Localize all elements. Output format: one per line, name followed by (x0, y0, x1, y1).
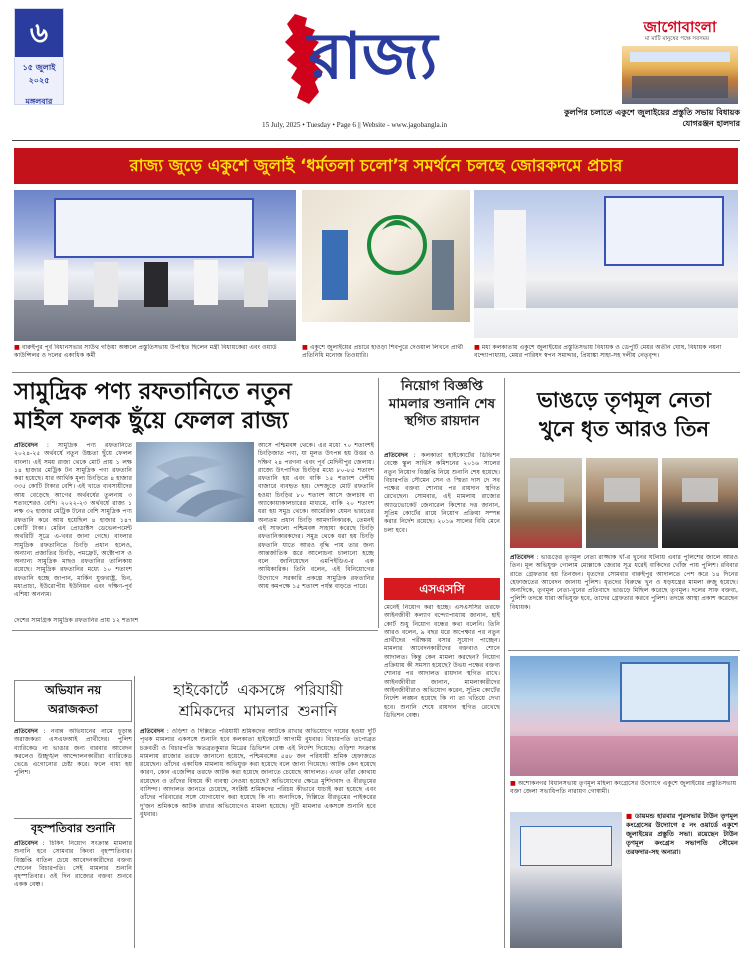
brihaspati-byline: প্রতিবেদন (14, 840, 38, 847)
masthead-divider (12, 140, 740, 141)
caption-central-kolkata (474, 344, 738, 370)
ovijan-body-text: নবান্ন অভিযানের নামে চূড়ান্ত অরাজকতা এসএফআই প্রার্থীদের। পুলিশ ব্যারিকেড না ভাঙার জন্য বারবার আবেদন করলেও উচ্ছৃঙ্খল আন্দোলনকারীরা ব্যারিকেড ভেঙে এগোনোর চেষ্টা করে। ফলে বাধ্য হয় পুলিশ। (14, 728, 132, 777)
caption-bullet-icon: ■ (474, 344, 482, 351)
niyog-body-text: কলকাতা হাইকোর্টের ডিভিশন বেঞ্চে স্কুল সার্ভিস কমিশনের ২০১৬ সালের নতুন নিয়োগ বিজ্ঞপ্তি নিয়ে শুনানি শেষ হয়েছে। বিচারপতি সৌমেন সেন ও স্মিতা দাস দে সব পক্ষের বক্তব্য শোনার পর রায়দান স্থগিত রেখেছেন। সোমবার, এই মামলায় রাজ্যের অ্যাডভোকেট জেনারেল কিশোর দত্ত জানান, সুপ্রিম কোর্টের রায়ে নিয়োগ প্রক্রিয়া সম্পন্ন করার নির্দেশ রয়েছে। ২০১৬ সালের বিধি মেনে চলা হবে। (384, 452, 500, 534)
face-blur (682, 478, 718, 502)
photo-central-kolkata-meeting (474, 190, 738, 338)
highcourt-headline-line1: হাইকোর্টে একসঙ্গে পরিযায়ী (173, 681, 343, 699)
bhangar-body-text: ভাঙড়ের তৃণমূল নেতা রাজ্জাক খাঁ-র খুনের ঘটনায় এবার পুলিশের জালে আরও তিন। মূল অভিযুক্ত গোলাম মোল্লাকে জেরার সূত্র ধরেই বাকিদের খোঁজ পায় পুলিশ। রবিবার রাতে গ্রেফতার হয় তিনজন। ধৃতদের সোমবার বারুইপুর আদালতে পেশ করে ১৪ দিনের হেফাজতের আবেদন জানায় পুলিশ। ধৃতদের বিরুদ্ধে খুন ও ষড়যন্ত্রের মামলা রুজু হয়েছে। অন্যদিকে, তৃণমূল নেতা-খুনের প্রতিবাদে ভাঙড়ে মিছিল করেছে তৃণমূল। দলের সাফ বক্তব্য, পুলিশি তদন্তে যারা অভিযুক্ত হবে, তাদের গ্রেফতার করবে পুলিশ। তদন্তে আস্থা প্রকাশ করেছেন বিধায়ক। (510, 554, 738, 611)
photo-row-divider (12, 372, 740, 373)
page-number-box (14, 8, 64, 105)
photo-kulpi-meeting (622, 46, 738, 104)
niyog-byline: প্রতিবেদন (384, 452, 408, 459)
caption-wall-writing-text: একুশে জুলাইয়ের প্রচারে হাওড়া শিবপুরে দেওয়াল লিখনে প্রার্থী প্রতিনিধি মনোজ তিওয়ারি। (302, 344, 464, 359)
seafood-column-1: প্রতিবেদন : সামুদ্রিক পণ্য রফতানিতে ২০২৪-২৫ অর্থবর্ষে নতুন উচ্চতা ছুঁয়ে ফেলল বাংলা। এই সময় রাজ্য থেকে মোট প্রায় ১ লক্ষ ১৪ হাজার মেট্রিক টন সামুদ্রিক পণ্য রফতানি করা হয়েছে। যার আর্থিক মূল্য চিংড়িতে ৪ হাজার ৩৩৫ কোটি টাকার বেশি। এই খাতে ব্যবসায়ীদের আয় বেড়েছে আগের অর্থবর্ষের তুলনায় ৩ শতাংশেরও বেশি। ২০২২-২৩ অর্থবর্ষে রাজ্য ১ লক্ষ ৩২ হাজার মেট্রিক টনের বেশি সামুদ্রিক পণ্য রফতানি করে আয় হয়েছিল ৪ হাজার ১৪৭ কোটি টাকা। মেরিন প্রোডাক্টস ডেভেলপমেন্ট অথরিটি সূত্রে এ-খবর জানা গেছে। বাংলার সামুদ্রিক রফতানিতে চিংড়ি প্রধান হলেও, অন্যান্য প্রজাতির চিংড়ি, পমফ্রেট, অক্টোপাস ও অন্যান্য সামুদ্রিক মাছও রফতানির তালিকায় রয়েছে। সামুদ্রিক রফতানির মধ্যে ১০ শতাংশ রফতানি হচ্ছে জাপান, মার্কিন যুক্তরাষ্ট্র, চিন, মধ্যপ্রাচ্য, ইউরোপীয় ইউনিয়ন এবং দক্ষিণ-পূর্ব এশিয়া অনন্যম। (14, 442, 132, 599)
highcourt-body: প্রতিবেদন : ওড়িশা ও দিল্লিতে পরিযায়ী শ্রমিকদের আটকে রাখার অভিযোগে দায়ের হওয়া দুটি পৃথক মামলার একসঙ্গে শুনানি হবে কলকাতা হাইকোর্টে আগামী বুধবার। বিচারপতি তপোব্রত চক্রবর্তী ও বিচারপতি ঋতব্রতকুমার মিত্রের ডিভিশন বেঞ্চ এই নির্দেশ দিয়েছে। ওড়িশা সংক্রান্ত মামলায় রাজ্যের তরফে জানানো হয়েছে, পশ্চিমবঙ্গের ৫৪৮ জন পরিযায়ী শ্রমিক হেফাজতে রয়েছেন। তাঁদের একাধিক মামলায় অভিযুক্ত করা হয়েছে বলে জানা গিয়েছে। আটক কেন হয়েছে কারণ, কোন এজেন্সির তরফে আটক করা হয়েছে জানাতে চেয়েছে আদালত। এখন তাঁরা কোথায় রয়েছেন ও তাঁদের বিষয়ে কী ব্যবস্থা নেওয়া হয়েছে? অভিযোগের ক্ষেত্রে মুর্শিদাবাদ ও বীরভূমের বাসিন্দা। আদালত জানতে চেয়েছে, সংশ্লিষ্ট শ্রমিকদের পরিচয় কীভাবে যাচাই করা হয়েছে এবং তাঁদের পরিবারের সঙ্গে যোগাযোগ করা হয়েছে কি না। অন্যদিকে, দিল্লিতে বীরভূমের পাইকরের দু'জন শ্রমিককে আটক রাখার অভিযোগেও মামলা হয়েছে। দুটি মামলার একসঙ্গে শুনানি হবে বুধবার। (140, 728, 376, 818)
photo-diamond-harbour-meeting (510, 812, 622, 948)
caption-bullet-icon: ■ (626, 812, 636, 820)
caption-bullet-icon: ■ (302, 344, 310, 351)
niyog-body: প্রতিবেদন : কলকাতা হাইকোর্টের ডিভিশন বেঞ্চে স্কুল সার্ভিস কমিশনের ২০১৬ সালের নতুন নিয়োগ বিজ্ঞপ্তি নিয়ে শুনানি শেষ হয়েছে। বিচারপতি সৌমেন সেন ও স্মিতা দাস দে সব পক্ষের বক্তব্য শোনার পর রায়দান স্থগিত রেখেছেন। সোমবার, এই মামলায় রাজ্যের অ্যাডভোকেট জেনারেল কিশোর দত্ত জানান, সুপ্রিম কোর্টের রায়ে নিয়োগ প্রক্রিয়া সম্পন্ন করার নির্দেশ রয়েছে। ২০১৬ সালের বিধি মেনে চলা হবে। (384, 452, 500, 534)
ovijan-body: প্রতিবেদন : নবান্ন অভিযানের নামে চূড়ান্ত অরাজকতা এসএফআই প্রার্থীদের। পুলিশ ব্যারিকেড না ভাঙার জন্য বারবার আবেদন করলেও উচ্ছৃঙ্খল আন্দোলনকারীরা ব্যারিকেড ভেঙে এগোনোর চেষ্টা করে। ফলে বাধ্য হয় পুলিশ। (14, 728, 132, 777)
caption-wall-writing (302, 344, 470, 370)
caption-baruipur (14, 344, 296, 370)
photo-shrimp (136, 442, 254, 522)
date-year: ২০২৫ (28, 76, 50, 85)
photo-ashoknagar-meeting (510, 656, 738, 776)
seafood-col2-text: আসে পশ্চিমবঙ্গ থেকে। এর মধ্যে ৭০ শতাংশই চিংড়িজাত পণ্য, যা মূলত উৎপন্ন হয় উত্তর ও দক্ষিণ ২৪ পরগনা এবং পূর্ব মেদিনীপুর জেলায়। রাজ্যে উৎপাদিত চিংড়ির মধ্যে ৮০-৮৫ শতাংশ রফতানি হয় এবং বাকি ১৫ শতাংশ দেশীয় বাজারে ব্যবহৃত হয়। দেশজুড়ে মোট রফতানি হওয়া চিংড়ির ৮০ শতাংশ আসে জলচাষ বা অ্যাকোয়াকালচারের মাধ্যমে, বাকি ২০ শতাংশ ধরা হয় সমুদ্র থেকে। আমেরিকা যেমন ভারতের অন্যতম প্রধান চিংড়ি আমদানিকারক, তেমনই এই সাফল্যে পশ্চিমবঙ্গ সাহায্য করেছে চিংড়ি রফতানিকারকদের। সমুদ্র থেকে ধরা হয় চিংড়ি রফতানি যাতে আরও বৃদ্ধি পায় তার জন্য আন্তর্জাতিক স্তরে আলোচনা চালানো হচ্ছে বলে জানিয়েছেন এমপিইডিএ-র এক আধিকারিক। তিনি বলেন, এই বিনিয়োগের উদ্যোগে সরকারি প্রকল্পে সামুদ্রিক রফতানির আয় কমপক্ষে ১৫ শতাংশ পর্যন্ত বাড়তে পারে। (258, 442, 374, 591)
bhangar-headline-line1: ভাঙড়ে তৃণমূল নেতা (537, 388, 711, 412)
bhangar-headline (510, 386, 738, 444)
highcourt-headline (140, 680, 376, 722)
kulpi-caption: কুলপির চলাতে একুশে জুলাইয়ের প্রস্তুতি সভায় বিধায়ক যোগরঞ্জন হালদার (564, 108, 740, 128)
ovijan-byline: প্রতিবেদন (14, 728, 38, 735)
caption-bullet-icon: ■ (14, 344, 22, 351)
photo-accused-3 (662, 458, 738, 548)
niyog-body-2 (384, 604, 500, 944)
seafood-column-2 (258, 442, 374, 614)
divider-bhangar-bottom (508, 650, 740, 651)
photo-accused-1 (510, 458, 582, 548)
photo-wall-writing (302, 190, 470, 322)
seafood-column-1b (14, 617, 254, 627)
seafood-col1b-text: দেশের সামগ্রিক সামুদ্রিক রফতানির প্রায় ১২ শতাংশ (14, 617, 139, 624)
highcourt-byline: প্রতিবেদন (140, 728, 164, 735)
ssc-tag: এসএসসি (384, 578, 500, 600)
caption-bullet-icon: ■ (510, 780, 518, 787)
seafood-headline-line2: মাইল ফলক ছুঁয়ে ফেলল রাজ্য (14, 408, 289, 434)
photo-baruipur-meeting (14, 190, 296, 341)
divider-bottom-left (12, 630, 378, 631)
page-number: ৬ (15, 9, 63, 57)
brand-tagline: মা মাটি মানুষের পক্ষে সবসময় (644, 36, 710, 42)
date-day: ১৫ জুলাই (22, 63, 56, 72)
caption-ashoknagar (510, 780, 738, 806)
divider-main-niyog (378, 378, 379, 628)
brihaspati-body-text: চিকিৎ নিয়োগ সংক্রান্ত মামলার শুনানি হবে সোমবার কিংবা বৃহস্পতিবার। বিজ্ঞপ্তি বাতিল চেয়ে আবেদনকারীদের বক্তব্য শোনেন বিচারপতি। সেই মামলার শুনানি বৃহস্পতিবার। ওই দিন রাজ্যের বক্তব্য শুনবে একক বেঞ্চ। (14, 840, 132, 889)
divider-niyog-right (504, 378, 505, 948)
brihaspati-body: প্রতিবেদন : চিকিৎ নিয়োগ সংক্রান্ত মামলার শুনানি হবে সোমবার কিংবা বৃহস্পতিবার। বিজ্ঞপ্তি বাতিল চেয়ে আবেদনকারীদের বক্তব্য শোনেন বিচারপতি। সেই মামলার শুনানি বৃহস্পতিবার। ওই দিন রাজ্যের বক্তব্য শুনবে একক বেঞ্চ। (14, 840, 132, 889)
seafood-col1-text: সামুদ্রিক পণ্য রফতানিতে ২০২৪-২৫ অর্থবর্ষে নতুন উচ্চতা ছুঁয়ে ফেলল বাংলা। এই সময় রাজ্য থেকে মোট প্রায় ১ লক্ষ ১৪ হাজার মেট্রিক টন সামুদ্রিক পণ্য রফতানি করা হয়েছে। যার আর্থিক মূল্য চিংড়িতে ৪ হাজার ৩৩৫ কোটি টাকার বেশি। এই খাতে ব্যবসায়ীদের আয় বেড়েছে আগের অর্থবর্ষের তুলনায় ৩ শতাংশেরও বেশি। ২০২২-২৩ অর্থবর্ষে রাজ্য ১ লক্ষ ৩২ হাজার মেট্রিক টনের বেশি সামুদ্রিক পণ্য রফতানি করে আয় হয়েছিল ৪ হাজার ১৪৭ কোটি টাকা। মেরিন প্রোডাক্টস ডেভেলপমেন্ট অথরিটি সূত্রে এ-খবর জানা গেছে। বাংলার সামুদ্রিক রফতানিতে চিংড়ি প্রধান হলেও, অন্যান্য প্রজাতির চিংড়ি, পমফ্রেট, অক্টোপাস ও অন্যান্য সামুদ্রিক মাছও রফতানির তালিকায় রয়েছে। সামুদ্রিক রফতানির মধ্যে ১০ শতাংশ রফতানি হচ্ছে জাপান, মার্কিন যুক্তরাষ্ট্র, চিন, মধ্যপ্রাচ্য, ইউরোপীয় ইউনিয়ন এবং দক্ষিণ-পূর্ব এশিয়া অনন্যম। (14, 442, 132, 599)
brihaspati-headline: বৃহস্পতিবার শুনানি (14, 818, 132, 837)
caption-baruipur-text: বারুইপুর পূর্ব বিধানসভার সাউথ গড়িয়া অঞ্চলে প্রস্তুতিসভায় উপস্থিত ছিলেন মন্ত্রী বিধায়কেরা এবং ওয়ার্ড কাউন্সিলর ও দলের একাধিক কর্মী (14, 344, 277, 359)
weekday: মঙ্গলবার (25, 97, 53, 106)
seafood-headline (14, 378, 374, 436)
bhangar-byline: প্রতিবেদন (510, 554, 534, 561)
niyog-body-2-text: মেনেই নিয়োগ করা হচ্ছে। এসএসসির তরফে আইনজীবী কল্যাণ বন্দ্যোপাধ্যায় জানান, হাই কোর্ট শুধু নিয়োগ বন্ধের কথা বলেনি। তিনি আরও বলেন, ৯ বছর ধরে অপেক্ষার পর নতুন প্রার্থীদের পরীক্ষায় বসার সুযোগ পাচ্ছেন। মামলার আবেদনকারীদের বক্তব্যও শোনে আদালত। কিন্তু কেন মামলা করছেন? নিয়োগ প্রক্রিয়ায় কী সমস্যা হয়েছে? উভয় পক্ষের বক্তব্য শোনার পর আদালত রায়দান স্থগিত রাখে। আইনজীবীরা জানান, মামলাকারীদের আইনজীবীরাও অভিযোগ করেন, সুপ্রিম কোর্টের নির্দেশ লঙ্ঘন হয়েছে কি না তা খতিয়ে দেখা হবে। শুনানি শেষে রায়দান স্থগিত রেখেছে ডিভিশন বেঞ্চ। (384, 604, 500, 719)
divider-bottom-left-col (134, 676, 135, 948)
ovijan-headline-box (14, 680, 132, 722)
photo-accused-2 (586, 458, 658, 548)
masthead-info-line: 15 July, 2025 • Tuesday • Page 6 || Website - www.jagobangla.in (262, 121, 448, 129)
caption-ashoknagar-text: অশোকনগর বিধানসভায় তৃণমূল মহিলা কংগ্রেসের উদ্যোগে একুশে জুলাইয়ের প্রস্তুতিসভায় বক্তা জেলা সভাধিপতি নারায়ণ গোস্বামী। (510, 780, 737, 795)
brand-logo: জাগোবাংলা (643, 18, 717, 36)
highcourt-headline-line2: শ্রমিকদের মামলার শুনানি (178, 702, 338, 720)
masthead-title: রাজ্য (308, 19, 438, 94)
face-blur (528, 478, 564, 502)
bhangar-body: প্রতিবেদন : ভাঙড়ের তৃণমূল নেতা রাজ্জাক খাঁ-র খুনের ঘটনায় এবার পুলিশের জালে আরও তিন। মূল অভিযুক্ত গোলাম মোল্লাকে জেরার সূত্র ধরেই বাকিদের খোঁজ পায় পুলিশ। রবিবার রাতে গ্রেফতার হয় তিনজন। ধৃতদের সোমবার বারুইপুর আদালতে পেশ করে ১৪ দিনের হেফাজতের আবেদন জানায় পুলিশ। ধৃতদের বিরুদ্ধে খুন ও ষড়যন্ত্রের মামলা রুজু হয়েছে। অন্যদিকে, তৃণমূল নেতা-খুনের প্রতিবাদে ভাঙড়ে মিছিল করেছে তৃণমূল। দলের সাফ বক্তব্য, পুলিশি তদন্তে যারা অভিযুক্ত হবে, তাদের গ্রেফতার করবে পুলিশ। তদন্তে আস্থা প্রকাশ করেছেন বিধায়ক। (510, 554, 738, 611)
face-blur (604, 478, 640, 502)
niyog-headline: নিয়োগ বিজ্ঞপ্তি মামলার শুনানি শেষ স্থগিত রায়দান (388, 378, 496, 429)
caption-diamond-harbour-text: ডায়মন্ড হারবার পুরসভার টাউন তৃণমূল কংগ্রেসের উদ্যোগে ৫ নং ওয়ার্ডে একুশে জুলাইয়ের প্রস্তুতি সভা। রয়েছেন টাউন তৃণমূল কংগ্রেস সভাপতি সৌমেন তরফদার-সহ অন্যরা। (626, 812, 738, 856)
ovijan-headline-line2: অরাজকতা (48, 702, 98, 716)
seafood-headline-line1: সামুদ্রিক পণ্য রফতানিতে নতুন (14, 379, 292, 405)
seafood-byline: প্রতিবেদন (14, 442, 38, 449)
caption-central-kolkata-text: মধ্য কলকাতায় একুশে জুলাইয়ের প্রস্তুতিসভায় বিধায়ক ও ডেপুটি মেয়র অতীন ঘোষ, বিধায়ক নয়না বন্দ্যোপাধ্যায়, মেয়র পারিষদ স্বপন সমাদ্দার, প্রিয়াঙ্কা সাহা-সহ দলীয় নেতৃবৃন্দ। (474, 344, 722, 359)
banner-bar (14, 148, 738, 184)
banner-headline: রাজ্য জুড়ে একুশে জুলাই ‘ধর্মতলা চলো’র সমর্থনে চলছে জোরকদমে প্রচার (129, 156, 623, 175)
highcourt-body-text: ওড়িশা ও দিল্লিতে পরিযায়ী শ্রমিকদের আটকে রাখার অভিযোগে দায়ের হওয়া দুটি পৃথক মামলার একসঙ্গে শুনানি হবে কলকাতা হাইকোর্টে আগামী বুধবার। বিচারপতি তপোব্রত চক্রবর্তী ও বিচারপতি ঋতব্রতকুমার মিত্রের ডিভিশন বেঞ্চ এই নির্দেশ দিয়েছে। ওড়িশা সংক্রান্ত মামলায় রাজ্যের তরফে জানানো হয়েছে, পশ্চিমবঙ্গের ৫৪৮ জন পরিযায়ী শ্রমিক হেফাজতে রয়েছেন। তাঁদের একাধিক মামলায় অভিযুক্ত করা হয়েছে বলে জানা গিয়েছে। আটক কেন হয়েছে কারণ, কোন এজেন্সির তরফে আটক করা হয়েছে জানাতে চেয়েছে আদালত। এখন তাঁরা কোথায় রয়েছেন ও তাঁদের বিষয়ে কী ব্যবস্থা নেওয়া হয়েছে? অভিযোগের ক্ষেত্রে মুর্শিদাবাদ ও বীরভূমের বাসিন্দা। আদালত জানতে চেয়েছে, সংশ্লিষ্ট শ্রমিকদের পরিচয় কীভাবে যাচাই করা হয়েছে এবং তাঁদের পরিবারের সঙ্গে যোগাযোগ করা হয়েছে কি না। অন্যদিকে, দিল্লিতে বীরভূমের পাইকরের দু'জন শ্রমিককে আটক রাখার অভিযোগেও মামলা হয়েছে। দুটি মামলার একসঙ্গে শুনানি হবে বুধবার। (140, 728, 376, 818)
bhangar-headline-line2: খুনে ধৃত আরও তিন (538, 417, 710, 441)
caption-diamond-harbour (626, 812, 738, 948)
ovijan-headline-line1: অভিযান নয় (15, 681, 131, 700)
